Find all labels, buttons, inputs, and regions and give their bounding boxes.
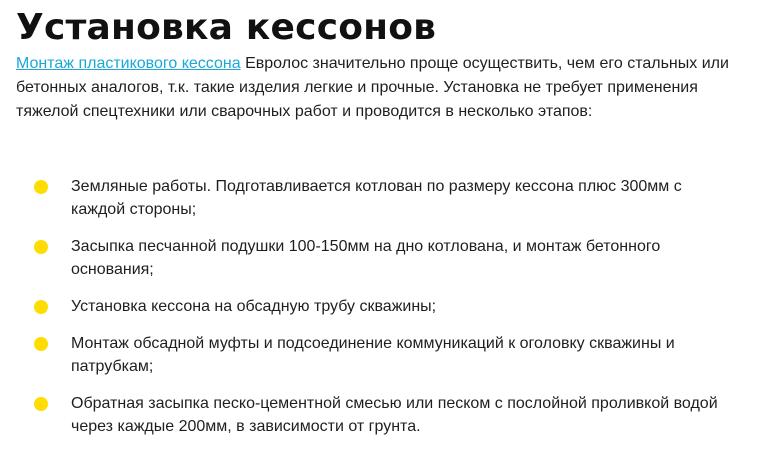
list-item <box>34 175 724 221</box>
list-item <box>34 295 724 318</box>
bullet-dot-icon <box>34 240 48 254</box>
step-text: Обратная засыпка песко-цементной смесью или песком с послойной проливкой водой через каждые 200мм, в зависимости от грунта. <box>71 395 718 435</box>
bullet-dot-icon <box>34 337 48 351</box>
step-text: Засыпка песчанной подушки 100-150мм на дно котлована, и монтаж бетонного основания; <box>71 238 661 278</box>
intro-text: Евролос значительно проще осуществить, чем его стальных или бетонных аналогов, т.к. такие изделия легкие и прочные. Установка не требует применения тяжелой спецтехники или сварочных работ и проводится в несколько этапов: <box>16 55 729 120</box>
step-text: Земляные работы. Подготавливается котлован по размеру кессона плюс 300мм с каждой стороны; <box>71 178 682 218</box>
bullet-dot-icon <box>34 180 48 194</box>
bullet-dot-icon <box>34 397 48 411</box>
list-item <box>34 392 724 438</box>
page-title: Установка кессонов <box>16 7 437 48</box>
list-item <box>34 235 724 281</box>
intro-paragraph <box>16 52 756 124</box>
list-item <box>34 332 724 378</box>
kesson-installation-link[interactable]: Монтаж пластикового кессона <box>16 55 241 72</box>
installation-steps-list <box>34 175 724 452</box>
article <box>16 0 758 124</box>
step-text: Монтаж обсадной муфты и подсоединение коммуникаций к оголовку скважины и патрубкам; <box>71 335 675 375</box>
step-text: Установка кессона на обсадную трубу скважины; <box>71 298 437 315</box>
bullet-dot-icon <box>34 300 48 314</box>
